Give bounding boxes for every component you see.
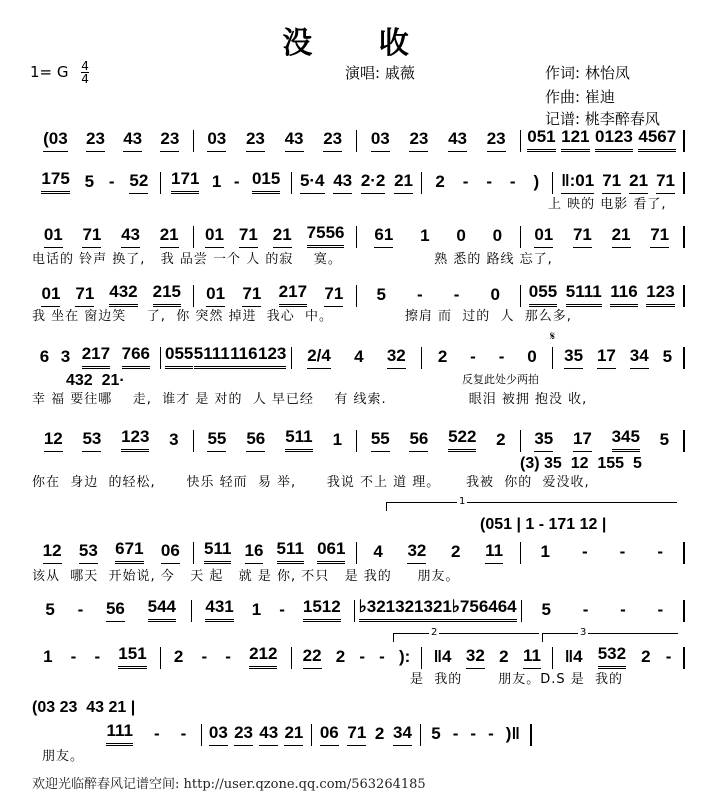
lyric-line: 你在 身边 的轻松, 快乐 轻而 易 举, 我说 不上 道 理。 我被 你的 爱没收, xyxy=(32,475,590,490)
measure xyxy=(521,282,686,307)
transcriber: 记谱: 桃李醉春风 xyxy=(545,110,660,128)
measure xyxy=(521,427,686,452)
measure xyxy=(553,347,685,369)
note-group: - xyxy=(452,724,459,743)
note-group: 6 xyxy=(39,347,50,366)
volta-3 xyxy=(542,627,678,642)
note-group: 1 xyxy=(251,600,262,619)
note-group: 35 xyxy=(564,346,583,369)
measure xyxy=(553,644,685,669)
note-group: 1 xyxy=(540,542,550,561)
note-group: - xyxy=(201,647,208,666)
note-group: 5 xyxy=(376,285,386,304)
note-group: 2 xyxy=(173,647,184,666)
note-group: 0123 xyxy=(595,127,633,152)
note-group: - xyxy=(509,172,516,191)
note-group: - xyxy=(359,647,365,666)
measure xyxy=(292,347,423,369)
note-group: 522 xyxy=(448,427,476,452)
measure xyxy=(192,597,354,622)
note-group: 015 xyxy=(252,169,280,194)
lyric-line: 上 映的 电影 看了, xyxy=(548,197,667,212)
note-group: 71 xyxy=(242,284,261,307)
note-group: 532 xyxy=(598,644,626,669)
note-group: 21 xyxy=(629,171,648,194)
note-group: ) xyxy=(533,172,540,191)
note-group: 1♭75 xyxy=(442,597,478,622)
lyric-line: 幸 福 要往哪 走, 谁才 是 对的 人 早已经 有 线索. 眼泪 被拥 抱没 收, xyxy=(32,392,588,407)
time-bottom: 4 xyxy=(81,72,89,86)
measure xyxy=(357,226,521,248)
note-group: 35 xyxy=(534,429,553,452)
note-group: 23 xyxy=(409,129,428,152)
note-group: 23 xyxy=(86,129,105,152)
notation-row xyxy=(30,224,685,248)
note-group: - xyxy=(225,647,231,666)
measure xyxy=(30,226,194,248)
lyric-line: 该从 哪天 开始说, 今 天 起 就 是 你, 不只 是 我的 朋友。 xyxy=(32,569,460,584)
note-group: - xyxy=(77,600,84,619)
note-group: 215 xyxy=(153,282,181,307)
note-group: 43 xyxy=(448,129,467,152)
note-group: - xyxy=(581,542,588,561)
note-group: 175 xyxy=(41,169,69,194)
note-group: 2 xyxy=(451,542,461,561)
measure xyxy=(421,724,532,746)
note-group: 43 xyxy=(121,225,140,248)
notation-row xyxy=(30,170,685,194)
note-group: 01 xyxy=(534,225,553,248)
note-group: 431 xyxy=(205,597,233,622)
notation-row xyxy=(30,540,685,564)
measure xyxy=(202,724,312,746)
measure xyxy=(194,282,358,307)
note-group: - xyxy=(453,285,460,304)
note-group: 5 xyxy=(45,600,55,619)
note-group: - xyxy=(70,647,77,666)
note-group: 123 xyxy=(121,427,149,452)
note-group: 116 xyxy=(610,282,637,307)
note-group: - xyxy=(582,600,589,619)
note-group: 171 xyxy=(171,169,199,194)
note-group: 2 xyxy=(641,647,651,666)
note-group: 23 xyxy=(160,129,179,152)
note-group: 01 xyxy=(41,284,60,307)
note-group: 32 xyxy=(407,541,426,564)
note-group: 2/4 xyxy=(307,346,331,369)
note-group: - xyxy=(665,647,672,666)
note-group: 12 xyxy=(44,429,63,452)
note-group: - xyxy=(620,600,626,619)
singer: 演唱: 戚薇 xyxy=(345,64,415,82)
note-group: 11 xyxy=(485,541,503,564)
note-group: 116 xyxy=(230,344,257,369)
note-group: ‖:01 xyxy=(561,171,594,194)
note-group: 4567 xyxy=(638,127,676,152)
note-group: 766 xyxy=(122,344,150,369)
note-group: 2 xyxy=(437,347,448,366)
note-group: 2132 xyxy=(405,597,443,622)
note-group: - xyxy=(619,542,626,561)
lyric-line: 电话的 铃声 换了, 我 品尝 一个 人 的寂 寞。 熟 悉的 路线 忘了, xyxy=(32,252,553,267)
note-group: 43 xyxy=(285,129,304,152)
note-group: 3 xyxy=(169,430,179,449)
note-group: 52 xyxy=(129,171,148,194)
volta-3-label: 3 xyxy=(580,627,587,638)
note-group: 2 xyxy=(435,172,445,191)
time-signature xyxy=(81,60,89,85)
measure xyxy=(194,539,358,564)
note-group: - xyxy=(379,647,385,666)
note-group: 23 xyxy=(487,129,506,152)
measure xyxy=(521,127,686,152)
note-group: - xyxy=(108,172,115,191)
measure xyxy=(553,172,685,194)
outro-intro: (03 23 43 21 | xyxy=(32,699,136,716)
note-group: 055 xyxy=(529,282,557,307)
note-group: 0 xyxy=(527,347,537,366)
pickup-notes: (051 | 1 - 171 12 | xyxy=(480,516,607,533)
note-group: 5·4 xyxy=(300,171,325,194)
note-group: 34 xyxy=(630,346,649,369)
notation-row xyxy=(92,722,532,746)
note-group: 11 xyxy=(523,646,541,669)
repeat-note: 反复此处少两拍 xyxy=(462,373,539,386)
note-group: 21 xyxy=(273,225,292,248)
note-group: 32 xyxy=(387,346,406,369)
note-group: - xyxy=(470,347,476,366)
note-group: 43 xyxy=(333,171,352,194)
note-group: - xyxy=(498,347,505,366)
note-group: 151 xyxy=(118,644,146,669)
measure xyxy=(292,172,423,194)
note-group: 544 xyxy=(148,597,176,622)
measure xyxy=(357,427,521,452)
note-group: 4 xyxy=(373,542,383,561)
note-group: (03 xyxy=(43,129,68,152)
note-group: 123 xyxy=(258,344,286,369)
note-group: - xyxy=(462,172,469,191)
note-group: 55 xyxy=(207,429,226,452)
note-group: 5111 xyxy=(566,282,602,307)
note-group: 5 xyxy=(659,430,670,449)
note-group: 1512 xyxy=(303,597,341,622)
measure xyxy=(522,600,685,622)
measure xyxy=(312,724,422,746)
note-group: 32 xyxy=(466,646,485,669)
note-group: )‖ xyxy=(505,724,520,743)
measure xyxy=(30,282,194,307)
note-group: 16 xyxy=(245,541,264,564)
note-group: 23 xyxy=(323,129,342,152)
note-group: 34 xyxy=(393,723,412,746)
measure xyxy=(161,644,292,669)
note-group: 03 xyxy=(209,723,228,746)
note-group: 21 xyxy=(160,225,179,248)
note-group: 051 xyxy=(527,127,555,152)
measure xyxy=(30,597,192,622)
notation-row xyxy=(30,128,685,152)
measure xyxy=(161,169,292,194)
note-group: 511 xyxy=(285,427,312,452)
note-group: 71 xyxy=(602,171,621,194)
note-group: 53 xyxy=(79,541,98,564)
note-group: 17 xyxy=(573,429,592,452)
note-group: 2 xyxy=(499,647,509,666)
note-group: 1 xyxy=(332,430,343,449)
note-group: 123 xyxy=(646,282,674,307)
measure xyxy=(30,427,194,452)
measure xyxy=(357,130,521,152)
volta-2 xyxy=(393,627,539,642)
note-group: 71 xyxy=(82,225,101,248)
note-group: - xyxy=(657,542,663,561)
time-top: 4 xyxy=(81,59,89,73)
volta-1 xyxy=(386,496,677,511)
note-group: 121 xyxy=(561,127,589,152)
note-group: 061 xyxy=(317,539,345,564)
note-group: - xyxy=(470,724,477,743)
measure xyxy=(355,597,522,622)
note-group: 71 xyxy=(573,225,592,248)
note-group: - xyxy=(180,724,187,743)
note-group: 1 xyxy=(420,226,430,245)
note-group: 21 xyxy=(612,225,631,248)
alternate-notes-3: (3) 35 12 155 5 xyxy=(520,455,642,472)
note-group: 217 xyxy=(82,344,110,369)
note-group: 71 xyxy=(239,225,258,248)
note-group: 01 xyxy=(44,225,63,248)
note-group: 56 xyxy=(106,599,125,622)
note-group: 4 xyxy=(354,347,364,366)
note-group: 55 xyxy=(371,429,390,452)
note-group: 71 xyxy=(650,225,669,248)
measure xyxy=(161,344,292,369)
note-group: 21 xyxy=(394,171,413,194)
note-group: 22 xyxy=(303,646,322,669)
note-group: - xyxy=(657,600,664,619)
measure xyxy=(194,223,358,248)
note-group: 03 xyxy=(207,129,226,152)
note-group: 56 xyxy=(246,429,265,452)
notation-row xyxy=(30,428,685,452)
note-group: 01 xyxy=(205,225,224,248)
note-group: 511 xyxy=(204,539,231,564)
note-group: 71 xyxy=(75,284,94,307)
note-group: ): xyxy=(398,647,411,666)
notation-row xyxy=(30,645,685,669)
measure xyxy=(357,285,521,307)
measure xyxy=(422,172,553,194)
note-group: 5 xyxy=(541,600,551,619)
note-group: 0 xyxy=(456,226,466,245)
note-group: 5 xyxy=(662,347,673,366)
note-group: 055 xyxy=(165,344,193,369)
note-group: 671 xyxy=(115,539,143,564)
note-group: 17 xyxy=(597,346,616,369)
note-group: 432 xyxy=(109,282,137,307)
key-label: 1= G xyxy=(30,63,69,81)
song-title: 没 收 xyxy=(282,26,437,61)
notation-row xyxy=(30,283,685,307)
note-group: 01 xyxy=(206,284,225,307)
note-group: 0 xyxy=(490,285,500,304)
measure xyxy=(194,427,358,452)
note-group: 217 xyxy=(279,282,307,307)
note-group: - xyxy=(153,724,160,743)
lyric-line: 我 坐在 窗边笑 了, 你 突然 掉进 我心 中。 擦肩 而 过的 人 那么多, xyxy=(32,309,572,324)
note-group: 53 xyxy=(82,429,101,452)
measure xyxy=(357,542,521,564)
note-group: 212 xyxy=(249,644,277,669)
note-group: 6464 xyxy=(479,597,517,622)
note-group: 71 xyxy=(656,171,675,194)
measure xyxy=(30,644,161,669)
note-group: 0 xyxy=(492,226,503,245)
note-group: ‖4 xyxy=(564,647,583,666)
note-group: 43 xyxy=(123,129,142,152)
note-group: 7556 xyxy=(307,223,345,248)
note-group: 12 xyxy=(43,541,62,564)
note-group: 345 xyxy=(612,427,640,452)
measure xyxy=(30,169,161,194)
note-group: 71 xyxy=(347,723,366,746)
note-group: ♭3213 xyxy=(359,597,405,622)
note-group: 511 xyxy=(277,539,304,564)
note-group: 43 xyxy=(259,723,278,746)
composer: 作曲: 崔迪 xyxy=(545,88,615,106)
note-group: 03 xyxy=(371,129,390,152)
key-signature xyxy=(30,60,89,85)
note-group: ‖4 xyxy=(433,647,452,666)
note-group: - xyxy=(417,285,423,304)
note-group: 3 xyxy=(60,347,71,366)
measure xyxy=(292,647,423,669)
measure xyxy=(422,347,553,369)
measure xyxy=(422,647,553,669)
measure xyxy=(30,539,194,564)
note-group: - xyxy=(279,600,285,619)
note-group: 2 xyxy=(335,647,346,666)
note-group: 56 xyxy=(409,429,428,452)
measure xyxy=(30,130,194,152)
footer-credit: 欢迎光临醉春风记谱空间: http://user.qzone.qq.com/563264185 xyxy=(32,777,426,792)
note-group: - xyxy=(488,724,494,743)
note-group: 2 xyxy=(496,430,506,449)
measure xyxy=(521,226,686,248)
measure xyxy=(194,130,358,152)
volta-2-label: 2 xyxy=(431,627,438,638)
note-group: 23 xyxy=(234,723,253,746)
note-group: 23 xyxy=(246,129,265,152)
note-group: 5 xyxy=(84,172,95,191)
note-group: 5111 xyxy=(194,344,230,369)
measure xyxy=(30,344,161,369)
note-group: 21 xyxy=(284,723,303,746)
note-group: 71 xyxy=(324,284,343,307)
lyric-line: 朋友。 xyxy=(42,749,85,764)
note-group: 06 xyxy=(161,541,180,564)
notation-row xyxy=(30,345,685,369)
note-group: 1 xyxy=(43,647,53,666)
note-group: 2·2 xyxy=(361,171,386,194)
volta-1-label: 1 xyxy=(459,496,466,507)
note-group: 111 xyxy=(106,721,133,746)
measure xyxy=(92,721,202,746)
measure xyxy=(521,542,686,564)
note-group: 61 xyxy=(374,225,393,248)
note-group: 06 xyxy=(320,723,339,746)
lyricist: 作词: 林怡凤 xyxy=(545,64,630,82)
lyric-line: 是 我的 朋友。D.S 是 我的 xyxy=(410,672,623,687)
note-group: 5 xyxy=(431,724,441,743)
note-group: - xyxy=(486,172,492,191)
note-group: - xyxy=(94,647,101,666)
segno-icon: 𝄋 xyxy=(550,329,556,343)
note-group: 1 xyxy=(211,172,222,191)
notation-row xyxy=(30,598,685,622)
note-group: 2 xyxy=(374,724,385,743)
alternate-notes: 432 21· xyxy=(66,372,125,389)
note-group: - xyxy=(233,172,240,191)
